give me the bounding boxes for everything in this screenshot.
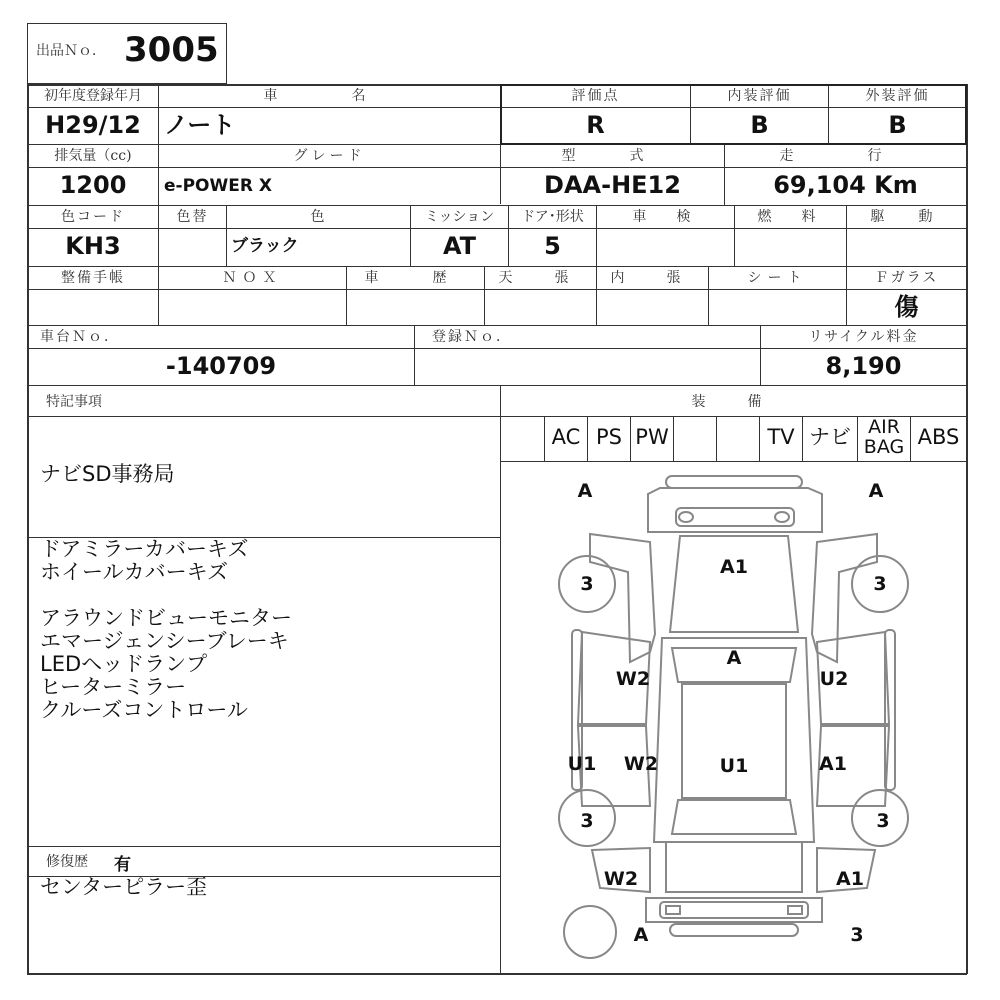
equipment-abs: ABS [917, 425, 960, 449]
mark-rear-bumper: A [633, 924, 649, 946]
doors-label: ドア･形状 [521, 209, 584, 225]
mark-front-right: A [868, 480, 884, 502]
car-diagram [500, 462, 967, 973]
color-value: ブラック [231, 236, 299, 256]
nox-label: ＮＯＸ [222, 270, 283, 286]
drive-label: 駆 動 [870, 209, 943, 225]
seat-label: シート [747, 270, 808, 286]
car-name-label: 車 名 [263, 88, 396, 104]
exterior-value: B [888, 111, 907, 139]
remarks-middle: ドアミラーカバーキズ ホイールカバーキズ アラウンドビューモニター エマージェンシーブレーキ LEDヘッドランプ ヒーターミラー クルーズコントロール [40, 537, 292, 722]
maintenance-label: 整備手帳 [61, 270, 125, 286]
lot-number: 3005 [124, 30, 219, 70]
transmission-label: ミッション [424, 209, 495, 225]
mark-rear-right-quarter: A1 [836, 868, 864, 890]
mark-left-front-door: W2 [615, 668, 651, 690]
interior-value: B [750, 111, 769, 139]
mark-left-rear-door: W2 [623, 753, 659, 775]
mark-tire-fl: 3 [580, 573, 594, 595]
chassis-label: 車台Ｎｏ． [40, 329, 120, 345]
lot-box [27, 23, 227, 84]
grade-label: グレード [293, 148, 366, 164]
equipment-tv: TV [767, 425, 795, 449]
history-label: 車 歴 [364, 270, 467, 286]
color-code-label: 色コード [61, 209, 125, 225]
color-code-value: KH3 [65, 232, 121, 260]
mark-tire-fr: 3 [873, 573, 887, 595]
remarks-label: 特記事項 [46, 394, 102, 410]
mark-front-left: A [577, 480, 593, 502]
first-reg-value: H29/12 [45, 111, 141, 139]
equipment-navi: ナビ [809, 425, 851, 449]
mark-roof: U1 [719, 755, 749, 777]
equipment-ac: AC [551, 425, 581, 449]
inspection-label: 車 検 [632, 209, 699, 225]
fglass-value: 傷 [894, 293, 919, 321]
displacement-value: 1200 [59, 171, 127, 199]
lot-label: 出品Ｎｏ． [36, 43, 106, 59]
fglass-label: Ｆガラス [874, 270, 939, 286]
color-label: 色 [310, 209, 327, 225]
inner-label: 内 張 [610, 270, 695, 286]
registration-label: 登録Ｎｏ． [432, 329, 512, 345]
car-name-value: ノート [164, 111, 236, 139]
mark-rear-left-quarter: W2 [603, 868, 639, 890]
mark-right-front-door: U2 [819, 668, 849, 690]
score-label: 評価点 [571, 88, 620, 104]
recycle-value: 8,190 [825, 352, 902, 380]
mileage-label: 走 行 [779, 148, 912, 164]
grade-value: e-POWER X [164, 176, 272, 196]
chassis-value: -140709 [165, 352, 277, 380]
model-label: 型 式 [561, 148, 664, 164]
equipment-pw: PW [635, 425, 669, 449]
exterior-label: 外装評価 [865, 88, 930, 104]
interior-label: 内装評価 [727, 88, 792, 104]
roof-label: 天 張 [498, 270, 583, 286]
mark-windshield: A [726, 647, 742, 669]
repair-label: 修復歴 [46, 854, 88, 870]
recycle-label: リサイクル料金 [808, 329, 919, 345]
score-value: R [586, 111, 605, 139]
fuel-label: 燃 料 [757, 209, 824, 225]
mark-hood: A1 [720, 556, 748, 578]
displacement-label: 排気量（cc) [54, 148, 132, 164]
mark-spare: 3 [850, 924, 864, 946]
mark-right-rear-door: A1 [819, 753, 847, 775]
mileage-value: 69,104 Km [773, 171, 918, 199]
repair-value: 有 [114, 855, 131, 875]
color-change-label: 色替 [176, 209, 209, 225]
equipment-airbag: AIR BAG [863, 416, 905, 458]
mark-tire-rl: 3 [580, 810, 594, 832]
first-reg-label: 初年度登録年月 [44, 88, 142, 104]
transmission-value: AT [442, 232, 477, 260]
mark-left-sill: U1 [567, 753, 597, 775]
mark-tire-rr: 3 [876, 810, 890, 832]
equipment-ps: PS [596, 425, 622, 449]
repair-note: センターピラー歪 [40, 875, 208, 899]
remarks-top: ナビSD事務局 [40, 462, 175, 486]
equipment-label: 装 備 [691, 394, 776, 410]
model-value: DAA-HE12 [544, 171, 681, 199]
doors-value: 5 [544, 232, 561, 260]
